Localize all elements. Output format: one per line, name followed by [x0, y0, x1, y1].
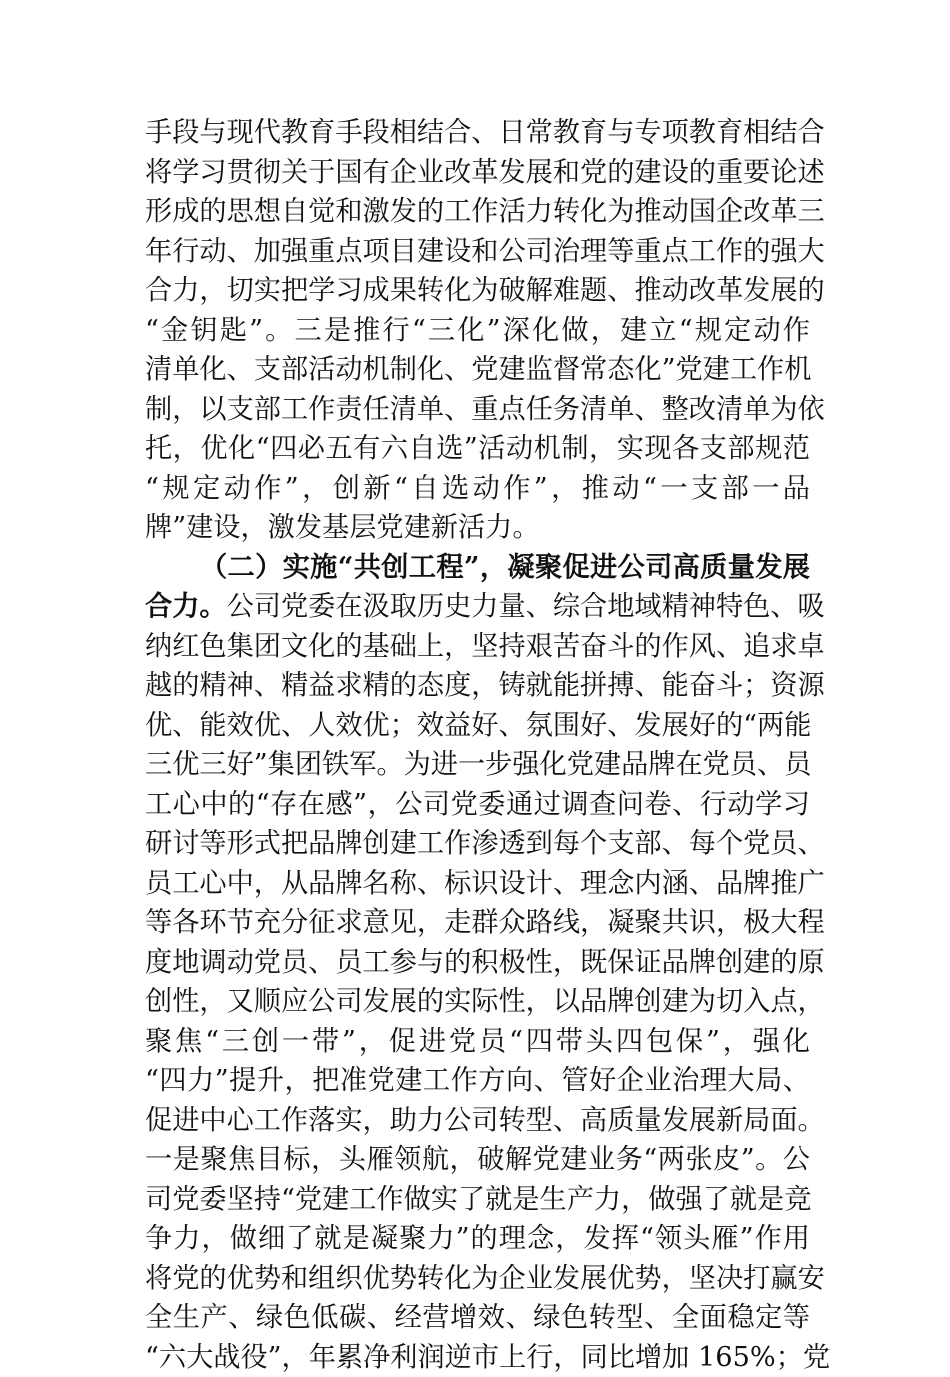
text-line: 手段与现代教育手段相结合、日常教育与专项教育相结合: [145, 113, 810, 153]
text-line: 研讨等形式把品牌创建工作渗透到每个支部、每个党员、: [145, 824, 810, 864]
section-heading-end: 合力。: [145, 590, 227, 622]
text-line: 创性，又顺应公司发展的实际性，以品牌创建为切入点，: [145, 982, 810, 1022]
text-line: 纳红色集团文化的基础上，坚持艰苦奋斗的作风、追求卓: [145, 627, 810, 667]
text-line: 促进中心工作落实，助力公司转型、高质量发展新局面。: [145, 1101, 810, 1141]
text-line: [145, 587, 810, 627]
text-line: 将党的优势和组织优势转化为企业发展优势，坚决打赢安: [145, 1259, 810, 1299]
text-line: “金钥匙”。三是推行“三化”深化做，建立“规定动作: [145, 311, 810, 351]
text-line: 制，以支部工作责任清单、重点任务清单、整改清单为依: [145, 390, 810, 430]
text-line: 将学习贯彻关于国有企业改革发展和党的建设的重要论述: [145, 153, 810, 193]
text-line: 年行动、加强重点项目建设和公司治理等重点工作的强大: [145, 232, 810, 272]
text-line: 聚焦“三创一带”，促进党员“四带头四包保”，强化: [145, 1022, 810, 1062]
text-line: 司党委坚持“党建工作做实了就是生产力，做强了就是竞: [145, 1180, 810, 1220]
text-line: 一是聚焦目标，头雁领航，破解党建业务“两张皮”。公: [145, 1140, 810, 1180]
document-body: [145, 113, 810, 1377]
section-heading: （二）实施“共创工程”，凝聚促进公司高质量发展: [145, 548, 810, 588]
text-line: “四力”提升，把准党建工作方向、管好企业治理大局、: [145, 1061, 810, 1101]
text-line: 托，优化“四必五有六自选”活动机制，实现各支部规范: [145, 429, 810, 469]
text-line: 清单化、支部活动机制化、党建监督常态化”党建工作机: [145, 350, 810, 390]
text-line: 全生产、绿色低碳、经营增效、绿色转型、全面稳定等: [145, 1298, 810, 1338]
text-line: 优、能效优、人效优；效益好、氛围好、发展好的“两能: [145, 706, 810, 746]
text-line: 形成的思想自觉和激发的工作活力转化为推动国企改革三: [145, 192, 810, 232]
text-line: “六大战役”，年累净利润逆市上行，同比增加 165%；党: [145, 1338, 810, 1377]
text-line: 牌”建设，激发基层党建新活力。: [145, 508, 810, 548]
text-line: “规定动作”，创新“自选动作”，推动“一支部一品: [145, 469, 810, 509]
text-line: 等各环节充分征求意见，走群众路线，凝聚共识，极大程: [145, 903, 810, 943]
text-line: 三优三好”集团铁军。为进一步强化党建品牌在党员、员: [145, 745, 810, 785]
text-line: 度地调动党员、员工参与的积极性，既保证品牌创建的原: [145, 943, 810, 983]
text-line: 员工心中，从品牌名称、标识设计、理念内涵、品牌推广: [145, 864, 810, 904]
text-line: 工心中的“存在感”，公司党委通过调查问卷、行动学习: [145, 785, 810, 825]
text-line: 合力，切实把学习成果转化为破解难题、推动改革发展的: [145, 271, 810, 311]
text-run: 公司党委在汲取历史力量、综合地域精神特色、吸: [227, 591, 825, 622]
text-line: 争力，做细了就是凝聚力”的理念，发挥“领头雁”作用: [145, 1219, 810, 1259]
text-line: 越的精神、精益求精的态度，铸就能拼搏、能奋斗；资源: [145, 666, 810, 706]
